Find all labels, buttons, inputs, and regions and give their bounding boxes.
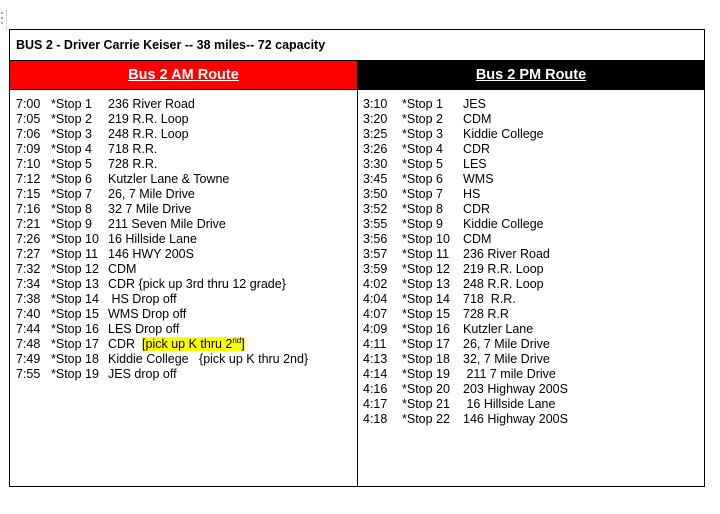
column-divider	[357, 90, 358, 486]
stop-time: 3:52	[363, 202, 388, 216]
stop-number: *Stop 3	[402, 127, 444, 141]
stop-time: 3:56	[363, 232, 388, 246]
pm-route-heading: Bus 2 PM Route	[357, 61, 704, 90]
stop-location-text: 219 R.R. Loop	[463, 262, 544, 276]
stop-location	[108, 292, 177, 307]
stop-location	[463, 127, 544, 142]
stop-time: 7:40	[16, 307, 41, 321]
stop-number: *Stop 16	[402, 322, 450, 336]
stop-number: *Stop 22	[402, 412, 450, 426]
stop-location	[463, 397, 555, 412]
stop-number: *Stop 14	[51, 292, 99, 306]
stop-time: 4:07	[363, 307, 388, 321]
stop-time: 3:50	[363, 187, 388, 201]
stop-time: 3:25	[363, 127, 388, 141]
stop-time: 4:04	[363, 292, 388, 306]
stop-location-text: 211 Seven Mile Drive	[108, 217, 226, 231]
stop-number: *Stop 12	[402, 262, 450, 276]
stop-time: 7:27	[16, 247, 41, 261]
stop-location	[108, 307, 186, 322]
stop-time: 7:55	[16, 367, 41, 381]
stop-time: 7:05	[16, 112, 41, 126]
stop-location-text: WMS	[463, 172, 494, 186]
stop-location	[463, 307, 509, 322]
stop-time: 7:16	[16, 202, 41, 216]
stop-location	[108, 352, 308, 367]
stop-time: 4:02	[363, 277, 388, 291]
stop-location-text: JES	[463, 97, 486, 111]
stop-number: *Stop 16	[51, 322, 99, 336]
stop-location-text: HS Drop off	[108, 292, 177, 306]
stop-time: 7:12	[16, 172, 41, 186]
stop-number: *Stop 6	[402, 172, 444, 186]
stop-number: *Stop 5	[51, 157, 93, 171]
stop-number: *Stop 11	[402, 247, 450, 261]
stop-number: *Stop 15	[51, 307, 99, 321]
stop-time: 3:57	[363, 247, 388, 261]
stop-location	[463, 382, 568, 397]
stop-time: 7:32	[16, 262, 41, 276]
stop-location	[463, 277, 544, 292]
stop-number: *Stop 9	[402, 217, 444, 231]
stop-location-text: 26, 7 Mile Drive	[463, 337, 550, 351]
stop-number: *Stop 2	[402, 112, 444, 126]
stop-location	[463, 412, 568, 427]
stop-location-text: CDM	[463, 112, 492, 126]
stop-location-text: CDR {pick up 3rd thru 12 grade}	[108, 277, 286, 291]
stop-location-text: 728 R.R.	[108, 157, 158, 171]
stop-number: *Stop 18	[51, 352, 99, 366]
stop-location	[463, 157, 487, 172]
stop-location	[108, 97, 195, 112]
table-move-handle[interactable]	[0, 10, 7, 30]
stop-location-text: JES drop off	[108, 367, 177, 381]
stop-time: 7:15	[16, 187, 41, 201]
stop-number: *Stop 17	[402, 337, 450, 351]
stop-number: *Stop 7	[51, 187, 93, 201]
stop-location	[108, 142, 157, 157]
stop-location	[463, 202, 490, 217]
stop-location-text: 718 R.R.	[463, 292, 516, 306]
stop-location-text: 146 HWY 200S	[108, 247, 194, 261]
stop-location	[108, 322, 179, 337]
stop-time: 3:20	[363, 112, 388, 126]
stop-time: 7:21	[16, 217, 41, 231]
stop-location	[108, 277, 286, 292]
stop-location-text: 211 7 mile Drive	[463, 367, 556, 381]
stop-location	[463, 232, 491, 247]
stop-location-text: 248 R.R. Loop	[463, 277, 544, 291]
stop-location	[463, 112, 491, 127]
stop-location-text: 728 R.R	[463, 307, 509, 321]
stop-number: *Stop 17	[51, 337, 99, 351]
highlighted-note-end: ]	[241, 337, 245, 351]
stop-time: 7:10	[16, 157, 41, 171]
stop-number: *Stop 13	[402, 277, 450, 291]
stop-number: *Stop 21	[402, 397, 450, 411]
stop-number: *Stop 11	[51, 247, 99, 261]
highlighted-note	[142, 337, 245, 351]
stop-number: *Stop 14	[402, 292, 450, 306]
stop-location-text: Kiddie College	[463, 217, 544, 231]
stop-location	[463, 322, 533, 337]
stop-location-text: 203 Highway 200S	[463, 382, 568, 396]
stop-location-text: 16 Hillside Lane	[108, 232, 197, 246]
stop-number: *Stop 12	[51, 262, 99, 276]
stop-location	[463, 352, 550, 367]
stop-time: 4:13	[363, 352, 388, 366]
stop-number: *Stop 7	[402, 187, 444, 201]
stop-time: 3:30	[363, 157, 388, 171]
stop-number: *Stop 1	[51, 97, 93, 111]
stop-location	[463, 172, 494, 187]
stop-time: 7:34	[16, 277, 41, 291]
stop-location-text: LES Drop off	[108, 322, 180, 336]
ordinal-suffix: nd	[232, 335, 242, 345]
stop-number: *Stop 9	[51, 217, 93, 231]
table-title: BUS 2 - Driver Carrie Keiser -- 38 miles-- 72 capacity	[10, 30, 704, 61]
stop-time: 7:48	[16, 337, 41, 351]
stop-location-text: 32, 7 Mile Drive	[463, 352, 550, 366]
stop-number: *Stop 5	[402, 157, 444, 171]
stop-location-text: Kiddie College {pick up K thru 2nd}	[108, 352, 309, 366]
stop-number: *Stop 1	[402, 97, 444, 111]
stop-time: 7:44	[16, 322, 41, 336]
stop-time: 7:38	[16, 292, 41, 306]
stop-number: *Stop 8	[51, 202, 93, 216]
stop-location	[463, 97, 486, 112]
stop-location-text: 32 7 Mile Drive	[108, 202, 192, 216]
stop-time: 4:17	[363, 397, 388, 411]
stop-location	[463, 142, 490, 157]
stop-location	[108, 247, 194, 262]
stop-time: 4:18	[363, 412, 388, 426]
stop-location	[463, 262, 544, 277]
stop-number: *Stop 20	[402, 382, 450, 396]
stop-number: *Stop 6	[51, 172, 93, 186]
stop-number: *Stop 10	[51, 232, 99, 246]
stop-location	[463, 292, 516, 307]
stop-number: *Stop 2	[51, 112, 93, 126]
stop-number: *Stop 19	[51, 367, 99, 381]
stop-number: *Stop 4	[51, 142, 93, 156]
stop-time: 3:45	[363, 172, 388, 186]
stop-time: 4:16	[363, 382, 388, 396]
stop-location-text: CDM	[463, 232, 492, 246]
stop-time: 3:59	[363, 262, 388, 276]
stop-location-text: CDR	[108, 337, 143, 351]
stop-number: *Stop 19	[402, 367, 450, 381]
stop-location	[108, 367, 177, 382]
stop-location-text: 16 Hillside Lane	[463, 397, 556, 411]
stop-number: *Stop 10	[402, 232, 450, 246]
stop-location-text: 219 R.R. Loop	[108, 112, 189, 126]
stop-location-text: 26, 7 Mile Drive	[108, 187, 195, 201]
highlighted-note-text: [pick up K thru 2	[142, 337, 233, 351]
stop-location-text: Kutzler Lane	[463, 322, 534, 336]
am-route-heading: Bus 2 AM Route	[10, 61, 357, 90]
stop-location-text: Kiddie College	[463, 127, 544, 141]
stop-location	[108, 232, 197, 247]
stop-location-text: CDR	[463, 142, 491, 156]
stop-time: 3:10	[363, 97, 388, 111]
stop-time: 7:49	[16, 352, 41, 366]
stop-location	[108, 217, 226, 232]
stop-location-text: CDM	[108, 262, 137, 276]
stop-location-text: CDR	[463, 202, 491, 216]
stop-time: 7:06	[16, 127, 41, 141]
stop-location	[463, 367, 556, 382]
stop-location-text: WMS Drop off	[108, 307, 187, 321]
stop-location-text: 236 River Road	[108, 97, 195, 111]
stop-location	[108, 262, 136, 277]
stop-location	[108, 172, 229, 187]
stop-time: 4:09	[363, 322, 388, 336]
stop-number: *Stop 15	[402, 307, 450, 321]
stop-time: 7:26	[16, 232, 41, 246]
stop-location-text: 146 Highway 200S	[463, 412, 568, 426]
stop-location-text: LES	[463, 157, 487, 171]
stop-number: *Stop 13	[51, 277, 99, 291]
bus-route-table	[9, 29, 705, 487]
stop-time: 3:26	[363, 142, 388, 156]
stop-location-text: 718 R.R.	[108, 142, 158, 156]
stop-location-text: 236 River Road	[463, 247, 550, 261]
stop-number: *Stop 3	[51, 127, 93, 141]
stop-time: 4:14	[363, 367, 388, 381]
stop-location	[463, 187, 480, 202]
stop-location	[108, 127, 189, 142]
stop-location	[463, 337, 550, 352]
stop-number: *Stop 4	[402, 142, 444, 156]
stop-location-text: Kutzler Lane & Towne	[108, 172, 230, 186]
stop-number: *Stop 8	[402, 202, 444, 216]
stop-location	[108, 112, 189, 127]
stop-location	[108, 337, 245, 352]
stop-location	[108, 202, 191, 217]
stop-location	[108, 157, 157, 172]
stop-number: *Stop 18	[402, 352, 450, 366]
stop-location-text: HS	[463, 187, 481, 201]
stop-time: 7:09	[16, 142, 41, 156]
stop-time: 3:55	[363, 217, 388, 231]
stop-time: 7:00	[16, 97, 41, 111]
stop-location	[463, 247, 550, 262]
stop-location	[463, 217, 544, 232]
stop-location-text: 248 R.R. Loop	[108, 127, 189, 141]
stop-time: 4:11	[363, 337, 387, 351]
stop-location	[108, 187, 195, 202]
